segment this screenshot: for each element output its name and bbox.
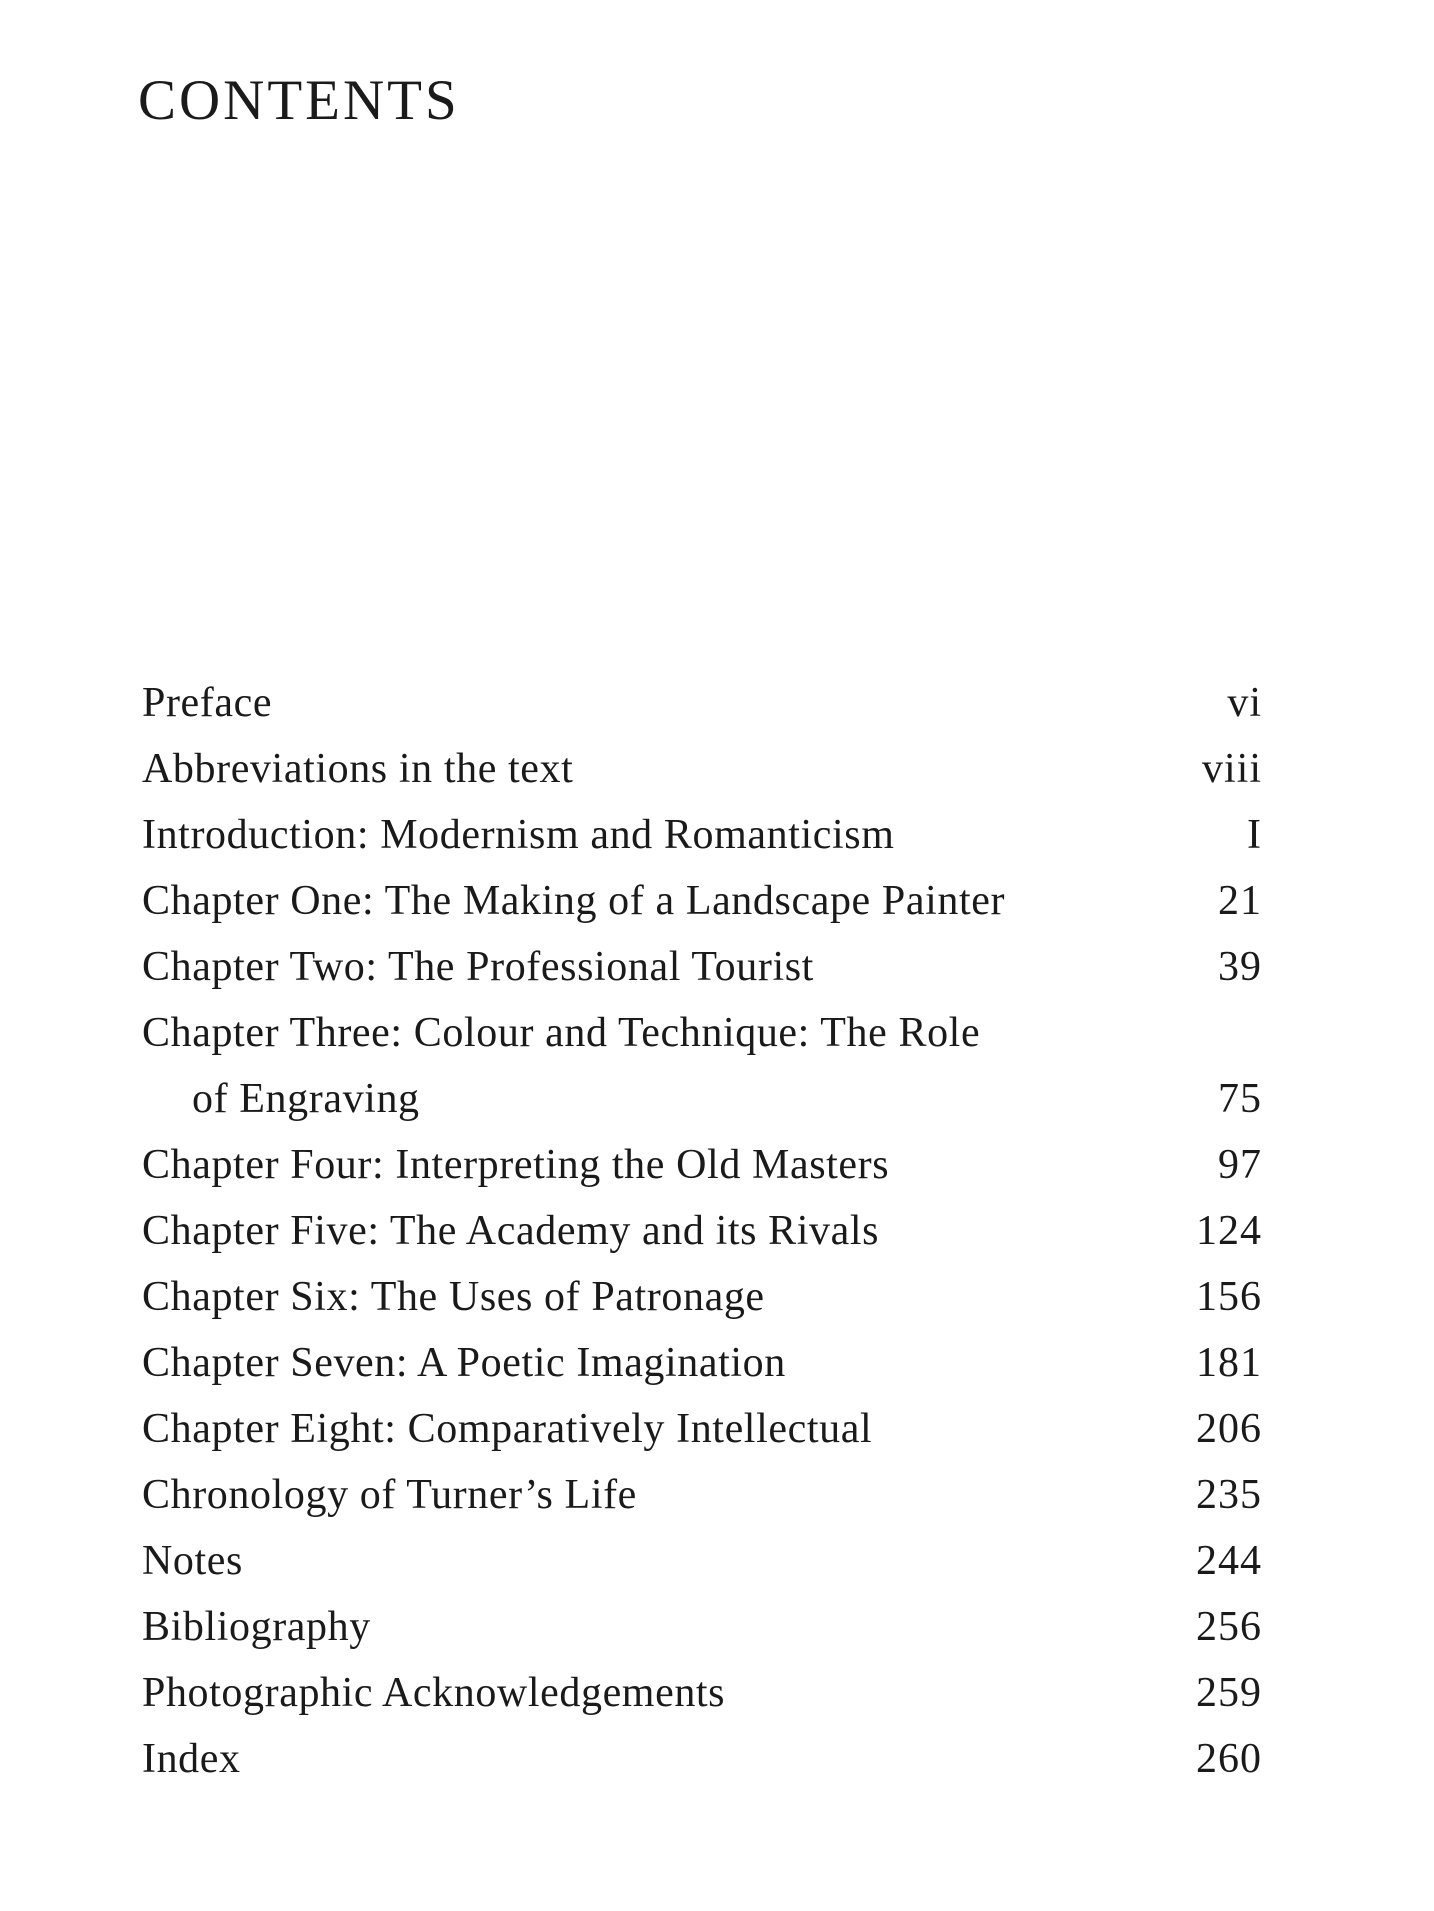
toc-entry-page: 259 bbox=[1196, 1670, 1262, 1716]
toc-entry-chapter-eight[interactable] bbox=[142, 1396, 1262, 1462]
table-of-contents bbox=[142, 670, 1262, 1792]
toc-entry-title: Index bbox=[142, 1736, 241, 1782]
toc-entry-chronology[interactable] bbox=[142, 1462, 1262, 1528]
toc-entry-title: Bibliography bbox=[142, 1604, 371, 1650]
toc-entry-page: 181 bbox=[1196, 1340, 1262, 1386]
toc-entry-title-line: of Engraving bbox=[192, 1076, 420, 1122]
toc-entry-chapter-five[interactable] bbox=[142, 1198, 1262, 1264]
toc-entry-page: 21 bbox=[1218, 878, 1262, 924]
toc-entry-title: Chapter Four: Interpreting the Old Masters bbox=[142, 1142, 890, 1188]
toc-entry-title: Chapter One: The Making of a Landscape Painter bbox=[142, 878, 1006, 924]
toc-entry-title-line: Chapter Three: Colour and Technique: The Role bbox=[142, 1010, 981, 1056]
toc-entry-page: 244 bbox=[1196, 1538, 1262, 1584]
toc-entry-title: Chapter Six: The Uses of Patronage bbox=[142, 1274, 765, 1320]
toc-entry-page: 75 bbox=[1218, 1076, 1262, 1122]
toc-entry-chapter-six[interactable] bbox=[142, 1264, 1262, 1330]
toc-entry-title: Abbreviations in the text bbox=[142, 746, 574, 792]
toc-entry-title: Chapter Two: The Professional Tourist bbox=[142, 944, 814, 990]
toc-entry-page: 124 bbox=[1196, 1208, 1262, 1254]
toc-entry-page: 156 bbox=[1196, 1274, 1262, 1320]
toc-entry-page: vi bbox=[1227, 680, 1262, 726]
toc-entry-bibliography[interactable] bbox=[142, 1594, 1262, 1660]
toc-entry-preface[interactable] bbox=[142, 670, 1262, 736]
toc-entry-page: viii bbox=[1201, 746, 1262, 792]
toc-entry-chapter-two[interactable] bbox=[142, 934, 1262, 1000]
toc-entry-introduction[interactable] bbox=[142, 802, 1262, 868]
toc-entry-chapter-three[interactable] bbox=[142, 1000, 1262, 1132]
toc-entry-page: I bbox=[1247, 812, 1262, 858]
toc-entry-page: 39 bbox=[1218, 944, 1262, 990]
toc-entry-chapter-seven[interactable] bbox=[142, 1330, 1262, 1396]
toc-entry-title: Notes bbox=[142, 1538, 243, 1584]
toc-entry-page: 206 bbox=[1196, 1406, 1262, 1452]
toc-entry-abbreviations[interactable] bbox=[142, 736, 1262, 802]
page-title: CONTENTS bbox=[138, 69, 460, 132]
toc-entry-chapter-one[interactable] bbox=[142, 868, 1262, 934]
toc-entry-chapter-four[interactable] bbox=[142, 1132, 1262, 1198]
toc-entry-index[interactable] bbox=[142, 1726, 1262, 1792]
toc-entry-page: 260 bbox=[1196, 1736, 1262, 1782]
toc-entry-photographic-acknowledgements[interactable] bbox=[142, 1660, 1262, 1726]
toc-entry-notes[interactable] bbox=[142, 1528, 1262, 1594]
toc-entry-page: 235 bbox=[1196, 1472, 1262, 1518]
toc-entry-title: Chapter Seven: A Poetic Imagination bbox=[142, 1340, 786, 1386]
toc-entry-title: Preface bbox=[142, 680, 273, 726]
toc-entry-title: Introduction: Modernism and Romanticism bbox=[142, 812, 895, 858]
toc-entry-title: Chronology of Turner’s Life bbox=[142, 1472, 637, 1518]
toc-entry-title: Photographic Acknowledgements bbox=[142, 1670, 726, 1716]
toc-entry-title bbox=[142, 1000, 980, 1132]
toc-entry-title: Chapter Eight: Comparatively Intellectual bbox=[142, 1406, 873, 1452]
toc-entry-page: 97 bbox=[1218, 1142, 1262, 1188]
toc-entry-page: 256 bbox=[1196, 1604, 1262, 1650]
toc-entry-title: Chapter Five: The Academy and its Rivals bbox=[142, 1208, 880, 1254]
